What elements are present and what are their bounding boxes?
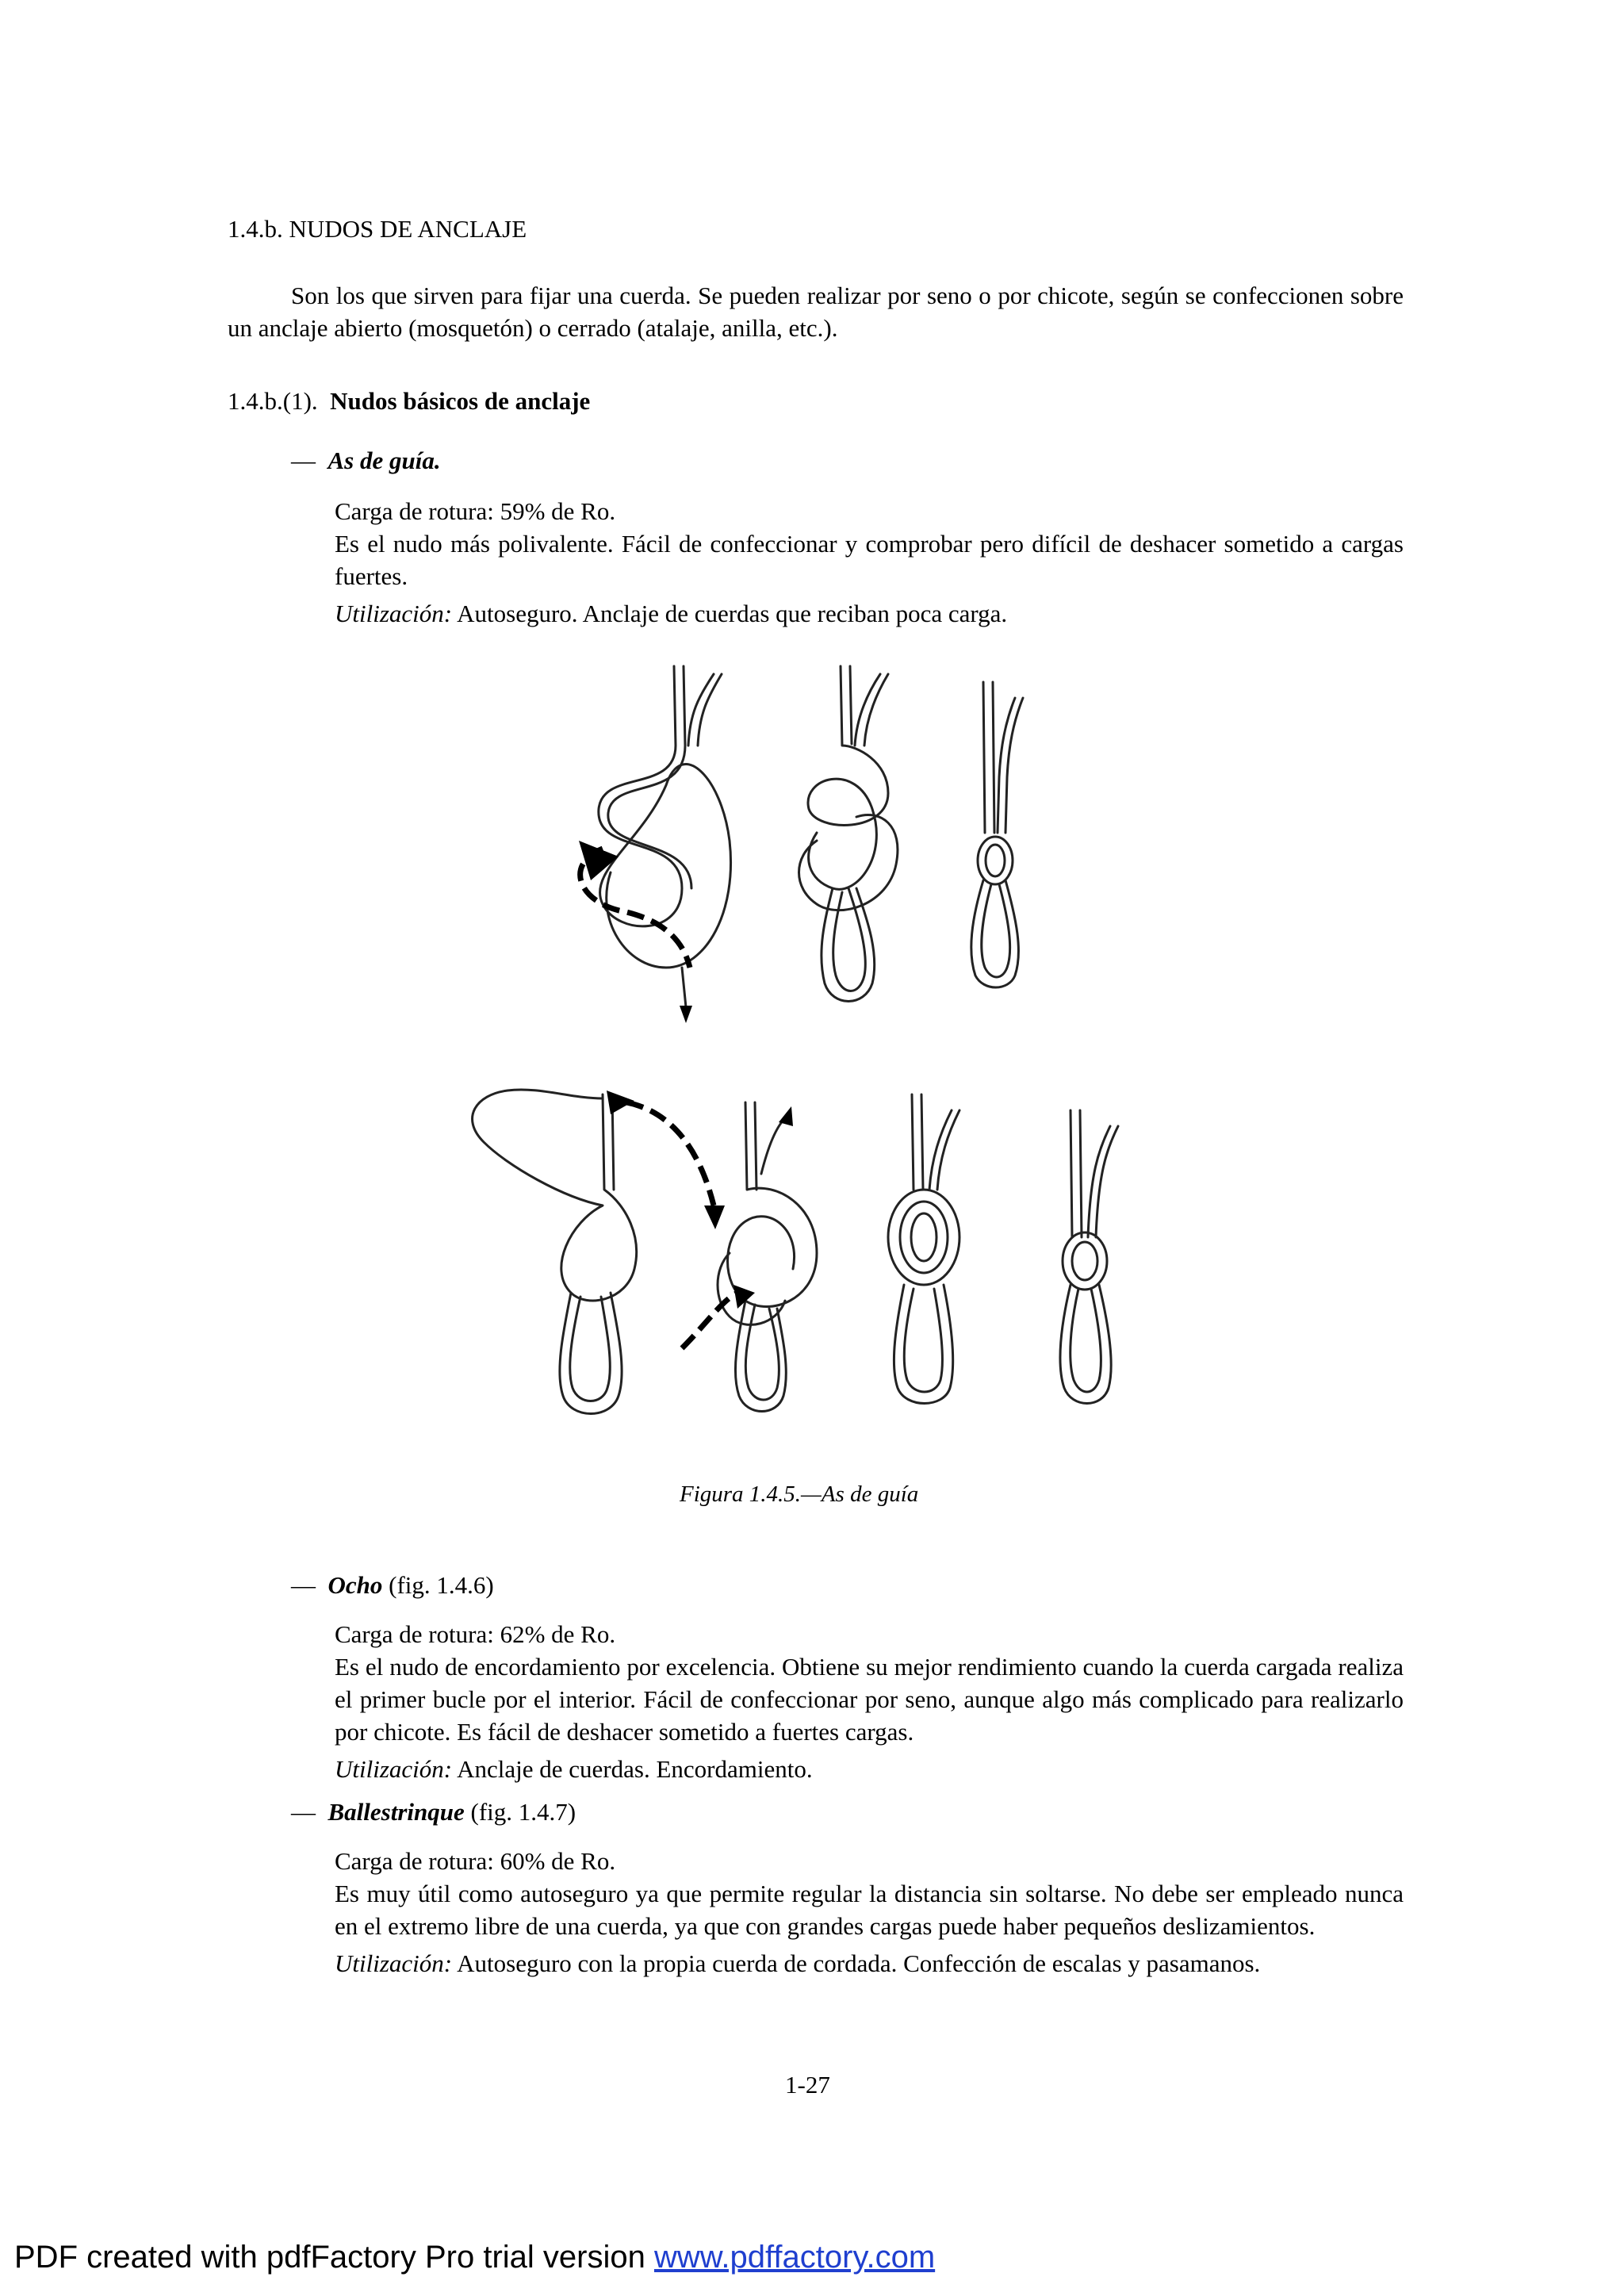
knot-load: Carga de rotura: 62% de Ro. — [335, 1620, 616, 1648]
dash: — — [291, 1571, 316, 1599]
knot-figure-ref: (fig. 1.4.6) — [382, 1571, 494, 1599]
knot-step-5-illustration — [682, 1102, 817, 1412]
footer-link[interactable]: www.pdffactory.com — [653, 2240, 936, 2275]
knot-body-ballestrinque — [335, 1845, 1404, 1980]
knot-step-4-illustration — [473, 1090, 725, 1414]
dash: — — [291, 1798, 316, 1826]
knot-heading-as-de-guia — [291, 444, 441, 477]
arrow-head-icon — [704, 1205, 725, 1229]
subsection-number: 1.4.b.(1). — [228, 387, 318, 415]
use-text: Anclaje de cuerdas. Encordamiento. — [452, 1755, 813, 1783]
knot-name: Ballestrinque — [327, 1798, 465, 1826]
dash: — — [291, 447, 316, 474]
knot-use — [335, 1753, 1404, 1785]
pdf-footer — [14, 2240, 935, 2275]
knot-name: As de guía. — [327, 447, 441, 474]
knot-use — [335, 1947, 1404, 1980]
knot-description: Es el nudo más polivalente. Fácil de confeccionar y comprobar pero difícil de deshacer sometido a cargas fuertes. — [335, 530, 1404, 590]
use-text: Autoseguro con la propia cuerda de cordada. Confección de escalas y pasamanos. — [452, 1949, 1261, 1977]
figure-as-de-guia — [444, 650, 1158, 1491]
knot-step-1-illustration — [579, 666, 731, 1023]
use-label: Utilización: — [335, 1949, 453, 1977]
knot-name: Ocho — [327, 1571, 383, 1599]
arrow-head-icon — [579, 841, 619, 880]
subsection-title: Nudos básicos de anclaje — [330, 387, 591, 415]
use-label: Utilización: — [335, 600, 453, 627]
knot-heading-ballestrinque — [291, 1796, 576, 1828]
footer-text: PDF created with pdfFactory Pro trial version — [14, 2240, 654, 2275]
intro-paragraph: Son los que sirven para fijar una cuerda. Se pueden realizar por seno o por chicote, según se confeccionen sobre un anclaje abierto (mosquetón) o cerrado (atalaje, anilla, etc.). — [228, 282, 1404, 342]
figure-caption: Figura 1.4.5.—As de guía — [680, 1481, 919, 1507]
knot-description: Es el nudo de encordamiento por excelencia. Obtiene su mejor rendimiento cuando la cuerda cargada realiza el primer bucle por el interior. Fácil de confeccionar por seno, aunque algo más complicado para realizarlo por chicote. Es fácil de deshacer sometido a fuertes cargas. — [335, 1653, 1404, 1746]
knot-load: Carga de rotura: 60% de Ro. — [335, 1847, 616, 1875]
knot-description: Es muy útil como autoseguro ya que permite regular la distancia sin soltarse. No debe ser empleado nunca en el extremo libre de una cuerda, ya que con grandes cargas puede haber pequeños deslizamientos. — [335, 1880, 1404, 1940]
knot-use — [335, 597, 1404, 630]
arrow-head-icon — [607, 1091, 634, 1114]
page-number: 1-27 — [785, 2071, 830, 2099]
knot-figure-ref: (fig. 1.4.7) — [464, 1798, 576, 1826]
knot-step-6-illustration — [888, 1094, 959, 1404]
knot-heading-ocho — [291, 1569, 494, 1601]
use-text: Autoseguro. Anclaje de cuerdas que reciban poca carga. — [452, 600, 1008, 627]
knot-load: Carga de rotura: 59% de Ro. — [335, 497, 616, 525]
knot-step-2-illustration — [799, 666, 898, 1002]
use-label: Utilización: — [335, 1755, 453, 1783]
knot-step-7-illustration — [1060, 1110, 1118, 1404]
section-heading: 1.4.b. NUDOS DE ANCLAJE — [228, 215, 527, 243]
subsection-heading — [228, 385, 590, 417]
knot-step-3-illustration — [971, 682, 1023, 987]
knot-body-as-de-guia — [335, 495, 1404, 630]
knot-body-ocho — [335, 1618, 1404, 1785]
arrow-head-icon — [680, 1006, 692, 1023]
